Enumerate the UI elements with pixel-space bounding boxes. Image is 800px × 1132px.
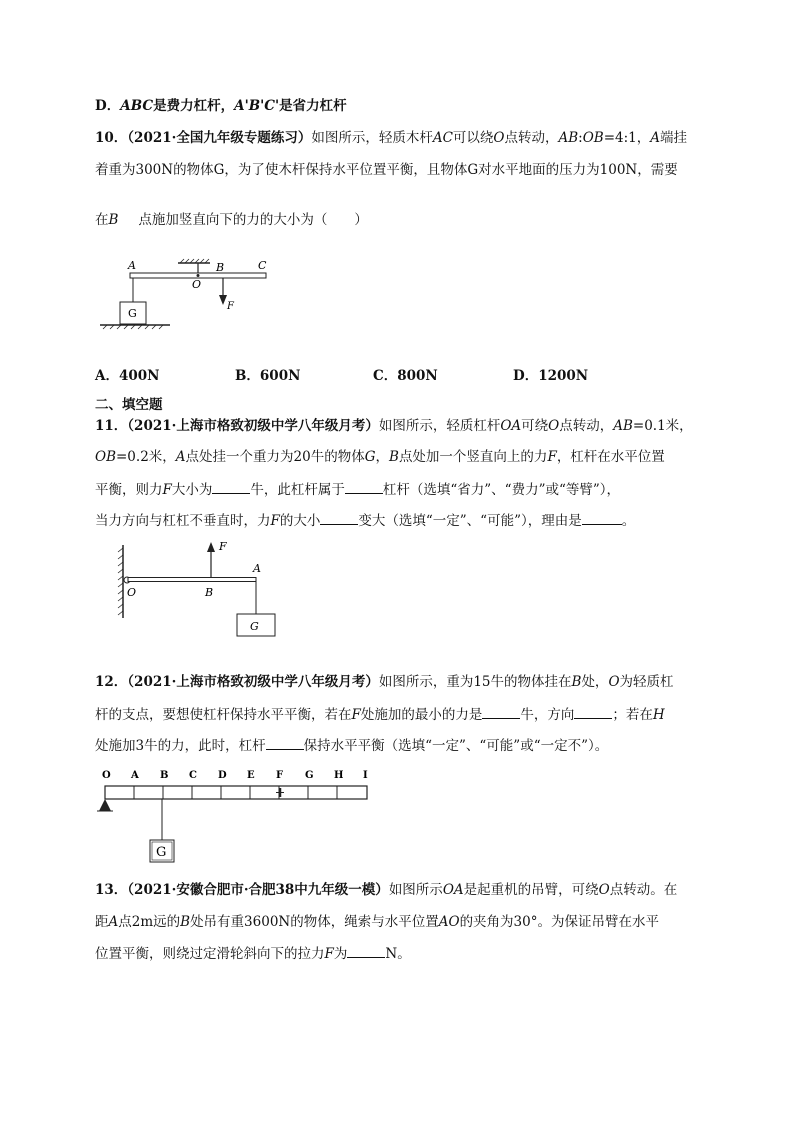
question-source: （2021·全国九年级专题练习） bbox=[127, 130, 312, 146]
var: AB bbox=[558, 130, 579, 146]
question-text: 的大小 bbox=[279, 513, 321, 529]
question-text: 距 bbox=[95, 914, 109, 930]
q11-line-4 bbox=[95, 510, 635, 531]
question-text: 是起重机的吊臂，可绕 bbox=[463, 882, 599, 898]
q10-option-a: A．400N bbox=[95, 368, 160, 384]
label-o: O bbox=[192, 278, 202, 291]
question-text: 牛，此杠杆属于 bbox=[250, 482, 345, 498]
var: B bbox=[389, 449, 399, 465]
question-number: 11． bbox=[95, 418, 128, 434]
ruler-label: B bbox=[160, 770, 169, 781]
question-text: 大小为 bbox=[171, 482, 213, 498]
var: O bbox=[548, 418, 560, 434]
option-text: 是省力杠杆 bbox=[279, 98, 347, 114]
label-g: G bbox=[250, 620, 259, 633]
question-text: =4:1， bbox=[603, 130, 651, 146]
var: OA bbox=[500, 418, 522, 434]
q10-option-c: C．800N bbox=[373, 368, 438, 384]
q13-line-2 bbox=[95, 912, 659, 932]
question-text: 的夹角为30°。为保证吊臂在水平 bbox=[459, 914, 659, 930]
question-source: （2021·安徽合肥市·合肥38中九年级一模） bbox=[127, 882, 389, 898]
question-source: （2021·上海市格致初级中学八年级月考） bbox=[127, 674, 379, 690]
question-text: 杠杆（选填“省力”、“费力”或“等臂”）， bbox=[382, 482, 621, 498]
question-number: 13． bbox=[95, 882, 128, 898]
var: B bbox=[108, 212, 119, 228]
var: OB bbox=[582, 130, 604, 146]
ruler-label: O bbox=[102, 770, 111, 781]
label-f: F bbox=[219, 540, 227, 553]
question-text: 点转动， bbox=[559, 418, 614, 434]
q9-option-d bbox=[95, 96, 347, 116]
var: A bbox=[650, 130, 661, 146]
ruler-label: D bbox=[218, 770, 227, 781]
q11-line-1 bbox=[95, 416, 693, 436]
q12-line-3 bbox=[95, 735, 608, 756]
question-text: 如图所示，重为15牛的物体挂在 bbox=[378, 674, 572, 690]
var: B bbox=[571, 674, 582, 690]
question-number: 10． bbox=[95, 130, 128, 146]
var: F bbox=[270, 513, 280, 529]
ruler-label: E bbox=[247, 770, 255, 781]
q10-line-2: 着重为300N的物体G，为了使木杆保持水平位置平衡，且物体G对水平地面的压力为100N，需要 bbox=[95, 162, 678, 178]
option-text: 是费力杠杆， bbox=[153, 98, 235, 114]
label-g: G bbox=[128, 307, 137, 320]
var: O bbox=[493, 130, 505, 146]
answer-blank[interactable] bbox=[574, 704, 612, 719]
question-text: 在 bbox=[95, 212, 109, 228]
label-a: A bbox=[253, 562, 261, 575]
question-text: 处施加3牛的力，此时，杠杆 bbox=[95, 738, 266, 754]
q11-line-2 bbox=[95, 447, 665, 467]
var: A bbox=[108, 914, 119, 930]
ruler-label: A bbox=[131, 770, 139, 781]
question-text: 点转动。在 bbox=[609, 882, 678, 898]
question-text: 如图所示，轻质杠杆 bbox=[378, 418, 501, 434]
var: AO bbox=[438, 914, 460, 930]
q10-option-b: B．600N bbox=[235, 368, 301, 384]
question-text: 为轻质杠 bbox=[619, 674, 674, 690]
label-c: C bbox=[258, 259, 267, 272]
q11-line-3 bbox=[95, 479, 620, 500]
var: OB bbox=[95, 449, 116, 465]
var: B bbox=[180, 914, 191, 930]
var: H bbox=[652, 707, 665, 723]
question-text: 牛，方向 bbox=[520, 707, 575, 723]
option-letter: D． bbox=[95, 98, 121, 114]
question-source: （2021·上海市格致初级中学八年级月考） bbox=[127, 418, 379, 434]
question-text: =0.2米， bbox=[116, 449, 176, 465]
label-weight-g: G bbox=[156, 845, 167, 860]
q12-line-2 bbox=[95, 704, 665, 725]
answer-blank[interactable] bbox=[347, 943, 385, 958]
var-abc: ABC bbox=[120, 98, 154, 114]
var: AB bbox=[613, 418, 633, 434]
var: O bbox=[608, 674, 620, 690]
question-text: N。 bbox=[385, 946, 411, 962]
question-text: 可以绕 bbox=[452, 130, 494, 146]
label-b: B bbox=[216, 261, 225, 274]
ruler-label: F bbox=[276, 770, 284, 781]
var: F bbox=[324, 946, 334, 962]
question-text: 点转动， bbox=[504, 130, 559, 146]
question-number: 12． bbox=[95, 674, 128, 690]
question-text: =0.1米， bbox=[632, 418, 693, 434]
question-text: 位置平衡，则绕过定滑轮斜向下的拉力 bbox=[95, 946, 325, 962]
question-text: 为 bbox=[333, 946, 348, 962]
answer-blank[interactable] bbox=[320, 510, 358, 525]
var: A bbox=[175, 449, 186, 465]
var-abc-prime: A'B'C' bbox=[234, 98, 280, 114]
q10-line-1 bbox=[95, 128, 687, 148]
q10-lever-figure bbox=[98, 255, 273, 340]
question-text: 点2m远的 bbox=[118, 914, 181, 930]
var: G bbox=[364, 449, 376, 465]
question-text: 保持水平平衡（选填“一定”、“可能”或“一定不”）。 bbox=[303, 738, 609, 754]
question-text: 点处加一个竖直向上的力 bbox=[398, 449, 548, 465]
var: F bbox=[351, 707, 361, 723]
var: F bbox=[162, 482, 172, 498]
question-text: ， bbox=[375, 449, 390, 465]
question-text: : bbox=[578, 130, 583, 146]
question-text: 处施加的最小的力是 bbox=[360, 707, 483, 723]
answer-blank[interactable] bbox=[212, 479, 250, 494]
q11-lever-figure bbox=[113, 540, 283, 640]
question-text: 平衡，则力 bbox=[95, 482, 163, 498]
question-text: 变大（选填“一定”、“可能”），理由是 bbox=[358, 513, 582, 529]
var: AC bbox=[432, 130, 453, 146]
label-o: O bbox=[127, 586, 137, 599]
question-text: 处吊有重3600N的物体，绳索与水平位置 bbox=[190, 914, 439, 930]
label-a: A bbox=[128, 259, 136, 272]
question-text: 如图所示，轻质木杆 bbox=[311, 130, 433, 146]
label-f: F bbox=[227, 301, 234, 312]
ruler-label: C bbox=[189, 770, 197, 781]
question-text: 点处挂一个重力为20牛的物体 bbox=[185, 449, 365, 465]
q10-option-d: D．1200N bbox=[513, 368, 589, 384]
answer-blank[interactable] bbox=[266, 735, 304, 750]
ruler-label: I bbox=[363, 770, 368, 781]
q13-line-1 bbox=[95, 880, 677, 900]
q12-lever-figure bbox=[95, 768, 375, 868]
q12-line-1 bbox=[95, 672, 674, 692]
question-text: 当力方向与杠杠不垂直时，力 bbox=[95, 513, 271, 529]
q13-line-3 bbox=[95, 943, 411, 964]
var: OA bbox=[442, 882, 464, 898]
question-text: 点施加竖直向下的力的大小为（ ） bbox=[138, 212, 368, 228]
question-text: 。 bbox=[621, 513, 636, 529]
question-text: 杆的支点，要想使杠杆保持水平平衡，若在 bbox=[95, 707, 352, 723]
question-text: 可绕 bbox=[521, 418, 549, 434]
question-text: 端挂 bbox=[660, 130, 688, 146]
question-text: 如图所示 bbox=[388, 882, 443, 898]
var: O bbox=[598, 882, 610, 898]
question-text: ；若在 bbox=[612, 707, 653, 723]
label-b: B bbox=[205, 586, 214, 599]
ruler-label: H bbox=[334, 770, 344, 781]
var: F bbox=[547, 449, 557, 465]
question-text: ，杠杆在水平位置 bbox=[556, 449, 665, 465]
q10-line-3 bbox=[95, 210, 368, 230]
answer-blank[interactable] bbox=[345, 479, 383, 494]
ruler-label: G bbox=[305, 770, 314, 781]
section-title: 二、填空题 bbox=[95, 397, 163, 413]
answer-blank[interactable] bbox=[482, 704, 520, 719]
question-text: 处， bbox=[581, 674, 609, 690]
answer-blank[interactable] bbox=[582, 510, 622, 525]
